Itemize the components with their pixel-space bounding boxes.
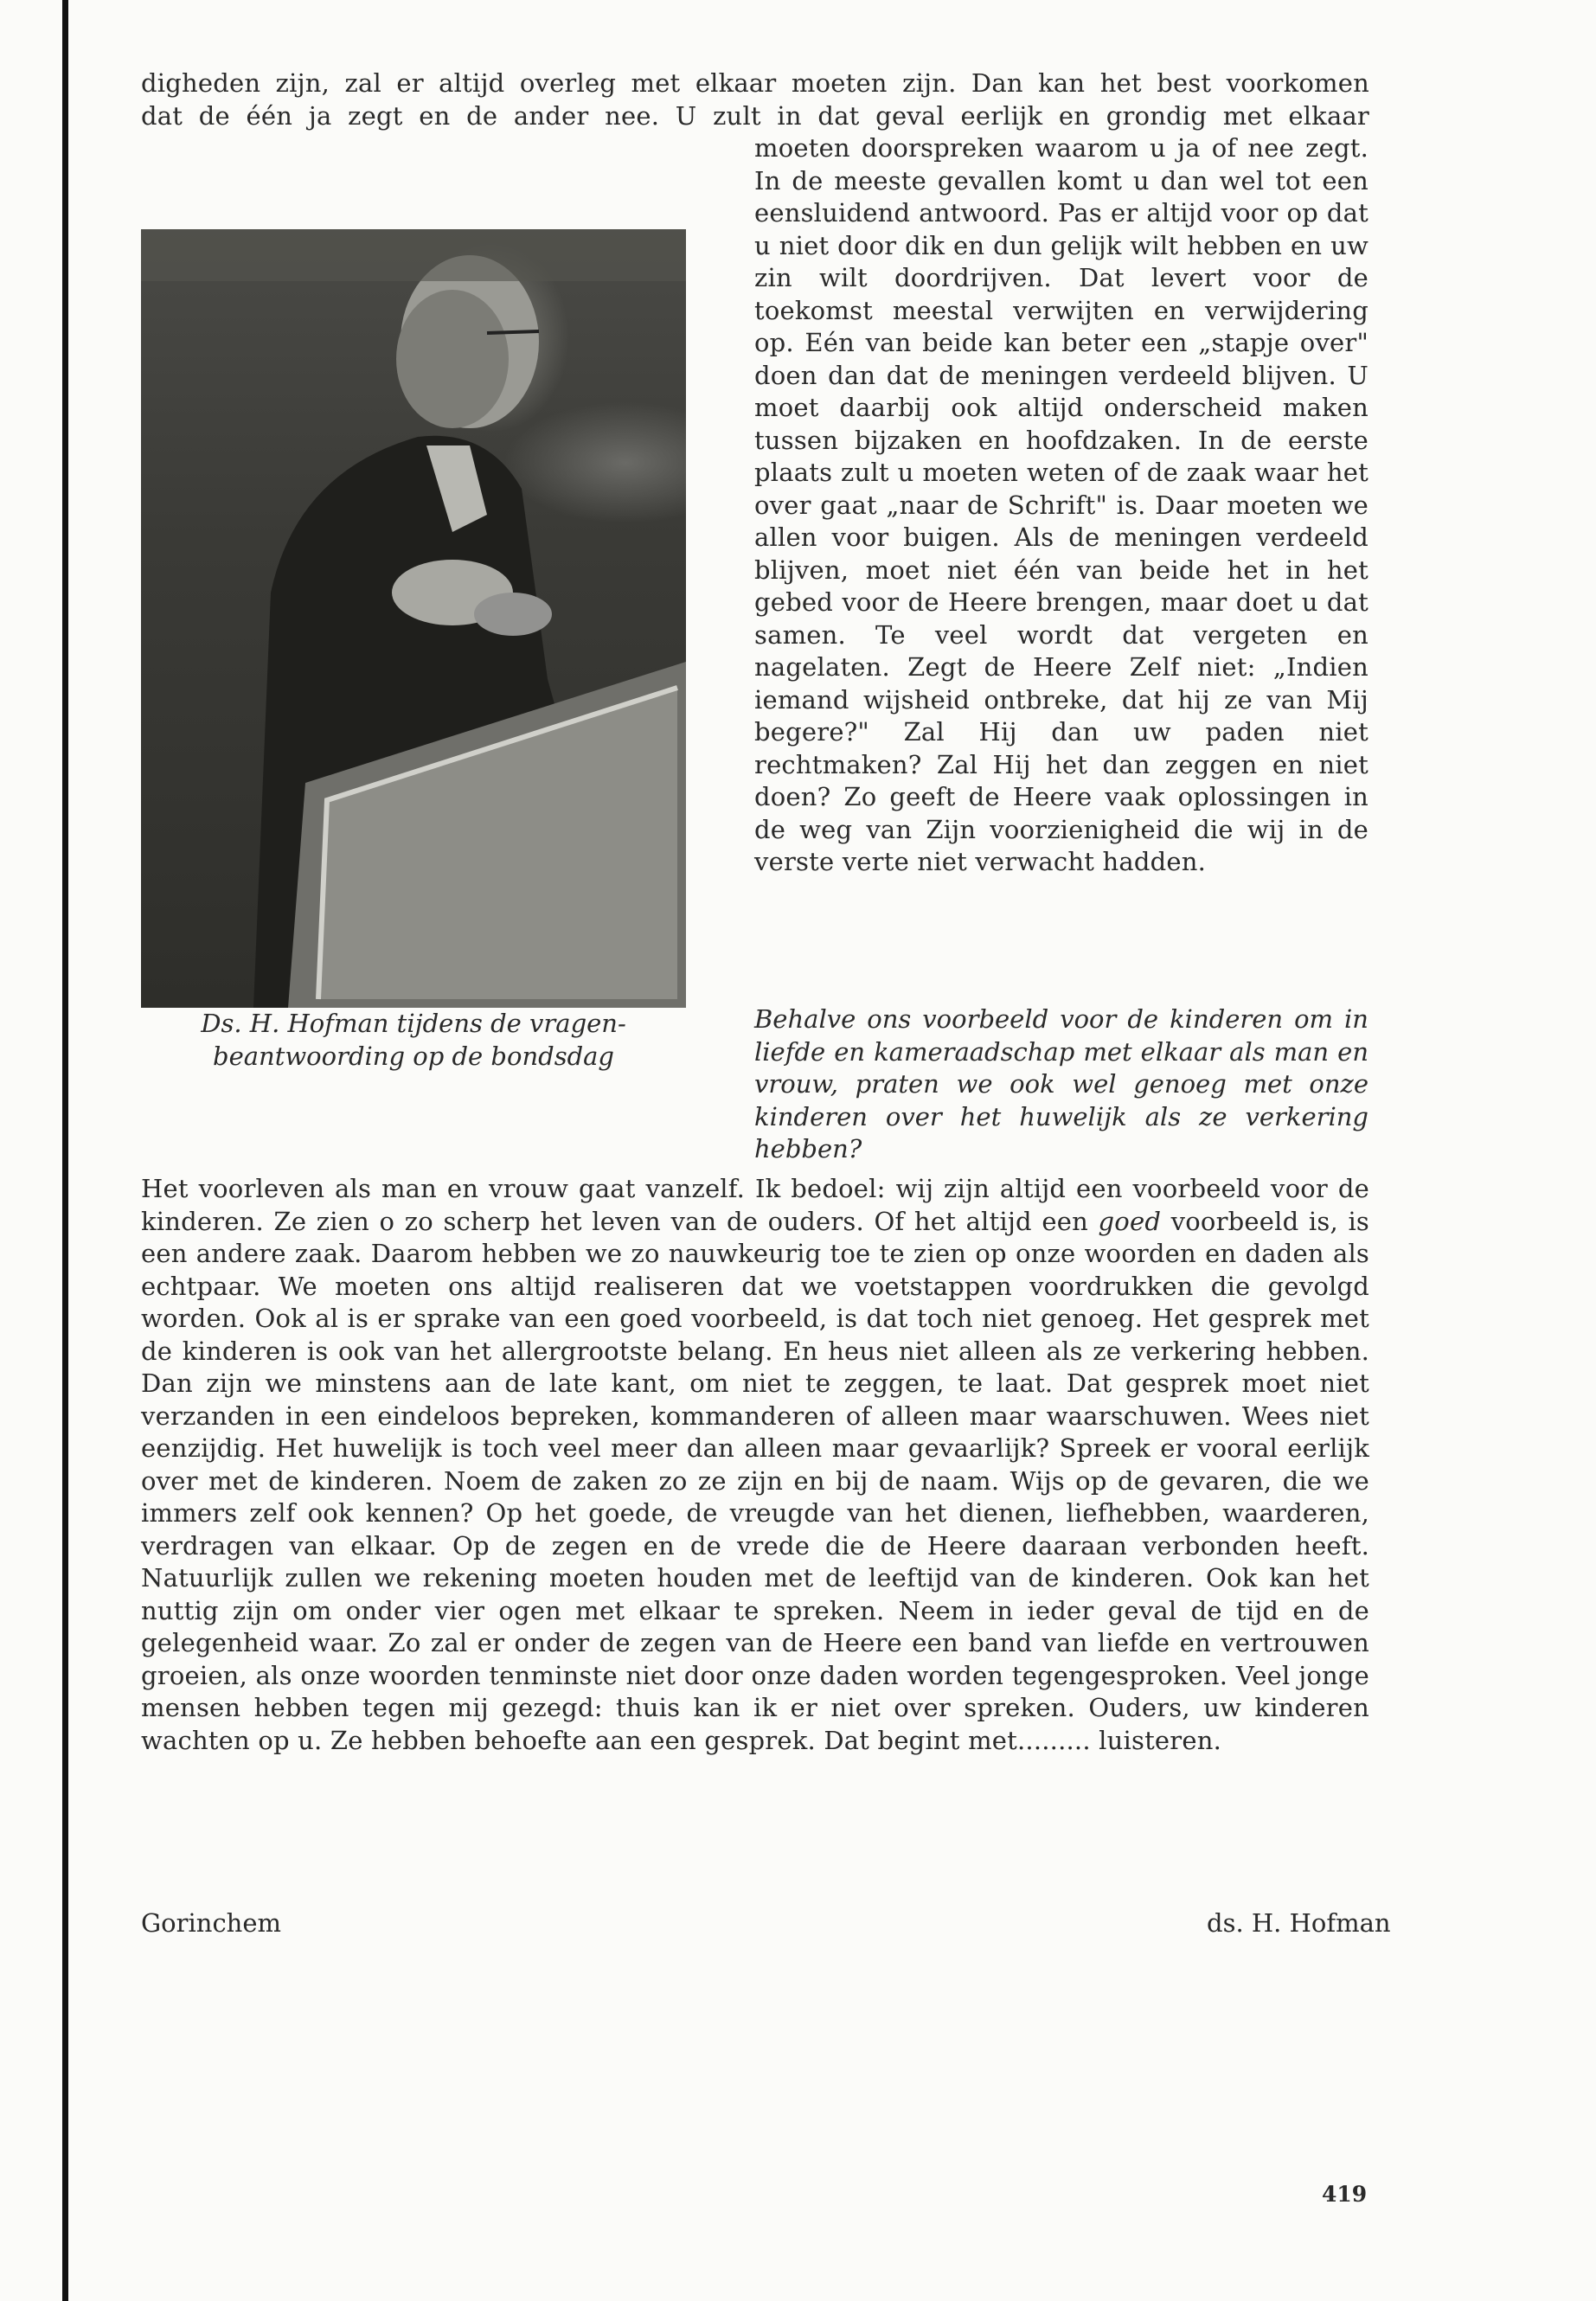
speaker-photo-illustration xyxy=(141,229,686,1008)
question-heading: Behalve ons voorbeeld voor de kinderen om in liefde en kameraadschap met elkaar als man en vrouw, praten we ook wel genoeg met onze kinderen over het huwelijk als ze verkering hebben? xyxy=(754,1004,1368,1163)
page-edge xyxy=(62,0,68,2301)
right-column xyxy=(754,132,1368,879)
signature-author: ds. H. Hofman xyxy=(1207,1908,1391,1938)
speaker-photo xyxy=(141,229,686,1008)
photo-caption xyxy=(141,1008,686,1073)
answer-body xyxy=(141,1173,1369,1757)
answer-paragraph xyxy=(141,1173,1369,1757)
page-number: 419 xyxy=(1322,2182,1368,2207)
answer-text-2: voorbeeld is, is een andere zaak. Daarom hebben we zo nauwkeurig toe te zien op onze woorden en daden als echtpaar. We moeten ons altijd realiseren dat we voetstappen voordrukken die gevolgd worden. Ook al is er sprake van een goed voorbeeld, is dat toch niet genoeg. Het gesprek met de kinderen is ook van het allergrootste belang. En heus niet alleen als ze verkering hebben. Dan zijn we minstens aan de late kant, om niet te zeggen, te laat. Dat gesprek moet niet verzanden in een eindeloos bepreken, kommanderen of alleen maar waarschuwen. Wees niet eenzijdig. Het huwelijk is toch veel meer dan alleen maar gevaarlijk? Spreek er vooral eerlijk over met de kinderen. Noem de zaken zo ze zijn en bij de naam. Wijs op de gevaren, die we immers zelf ook kennen? Op het goede, de vreugde van het dienen, liefhebben, waarderen, verdragen van elkaar. Op de zegen en de vrede die de Heere daaraan verbonden heeft. Natuurlijk zullen we rekening moeten houden met de leeftijd van de kinderen. Ook kan het nuttig zijn om onder vier ogen met elkaar te spreken. Neem in ieder geval de tijd en de gelegenheid waar. Zo zal er onder de zegen van de Heere een band van liefde en vertrouwen groeien, als onze woorden tenminste niet door onze daden worden tegengesproken. Veel jonge mensen hebben tegen mij gezegd: thuis kan ik er niet over spreken. Ouders, uw kinderen wachten op u. Ze hebben behoefte aan een gesprek. Dat begint met......... luisteren. xyxy=(141,1206,1370,1755)
top-line-1: digheden zijn, zal er altijd overleg met elkaar moeten zijn. Dan kan het best voorkomen xyxy=(141,68,1369,98)
caption-line-2: beantwoording op de bondsdag xyxy=(213,1041,614,1071)
signature-place: Gorinchem xyxy=(141,1908,282,1938)
top-line-2: dat de één ja zegt en de ander nee. U zult in dat geval eerlijk en grondig met elkaar xyxy=(141,100,1369,131)
right-column-text: moeten doorspreken waarom u ja of nee zegt. In de meeste gevallen komt u dan wel tot een eensluidend antwoord. Pas er altijd voor op dat u niet door dik en dun gelijk wilt hebben en uw zin wilt doordrijven. Dat levert voor de toekomst meestal verwijten en verwijdering op. Eén van beide kan beter een „stapje over" doen dan dat de meningen verdeeld blijven. U moet daarbij ook altijd onderscheid maken tussen bijzaken en hoofdzaken. In de eerste plaats zult u moeten weten of de zaak waar het over gaat „naar de Schrift" is. Daar moeten we allen voor buigen. Als de meningen verdeeld blijven, moet niet één van beide het in het gebed voor de Heere brengen, maar doet u dat samen. Te veel wordt dat vergeten en nagelaten. Zegt de Heere Zelf niet: „Indien iemand wijsheid ontbreke, dat hij ze van Mij begere?" Zal Hij dan uw paden niet rechtmaken? Zal Hij het dan zeggen en niet doen? Zo geeft de Heere vaak oplossingen in de weg van Zijn voorzienigheid die wij in de verste verte niet verwacht hadden. xyxy=(754,133,1368,876)
caption-line-1: Ds. H. Hofman tijdens de vragen- xyxy=(201,1009,626,1038)
top-text xyxy=(141,67,1369,132)
answer-text-1: Het voorleven als man en vrouw gaat vanzelf. Ik bedoel: wij zijn altijd een voorbeeld voor de kinderen. Ze zien o zo scherp het leven van de ouders. Of het altijd een xyxy=(141,1174,1369,1236)
answer-emphasis: goed xyxy=(1098,1206,1162,1236)
